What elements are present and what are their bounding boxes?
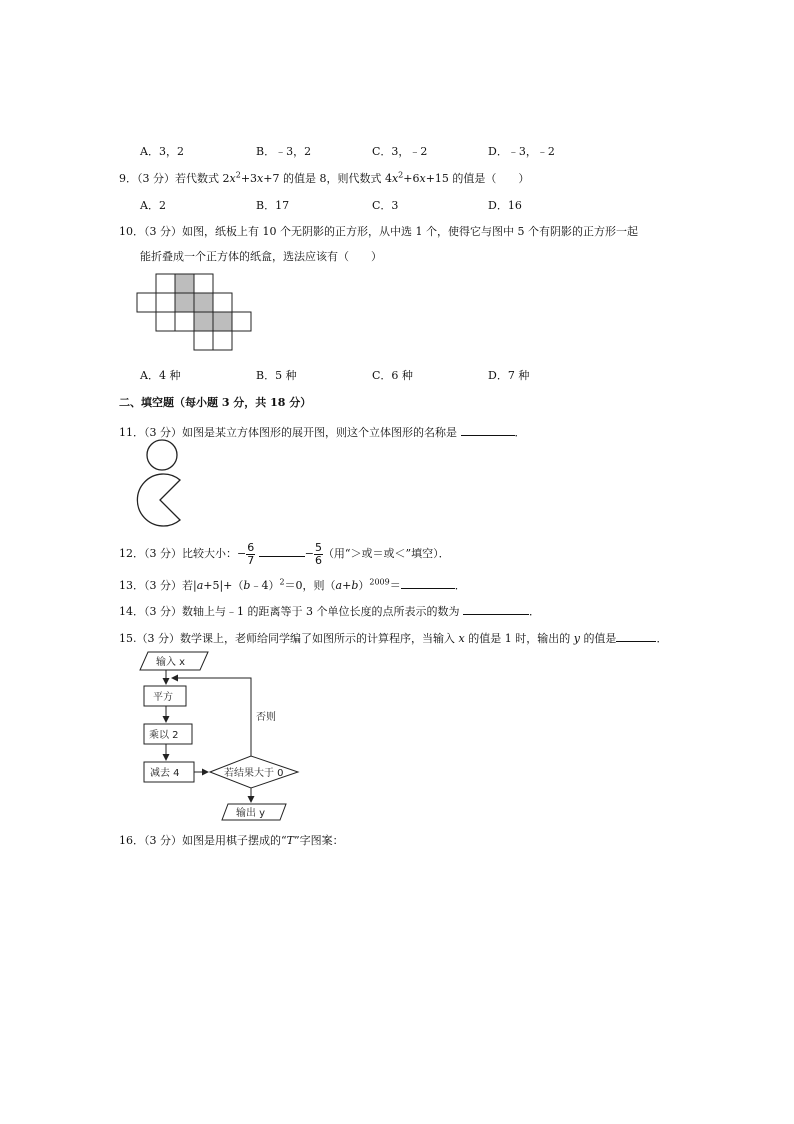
net-cell (156, 274, 175, 293)
net-cell (232, 312, 251, 331)
net-cell (175, 293, 194, 312)
q15-flowchart (136, 648, 306, 828)
q15-text: 15.（3 分）数学课上，老师给同学编了如图所示的计算程序，当输入 x 的值是 1 时，输出的 y 的值是 ． (119, 629, 667, 646)
net-cell (194, 312, 213, 331)
fraction-neg-6-7: $\frac{6}{7}$ (247, 540, 255, 567)
net-cell (194, 274, 213, 293)
flow-minus-label: 减去 4 (150, 768, 180, 779)
q10-option-a: A．4 种 (140, 369, 181, 382)
net-cell (213, 293, 232, 312)
flow-input-label: 输入 x (156, 657, 186, 668)
net-cell (137, 293, 156, 312)
q10-option-b: B．5 种 (256, 369, 297, 382)
net-cell (156, 293, 175, 312)
q11-text: 11．（3 分）如图是某立方体图形的展开图，则这个立体图形的名称是 ． (119, 423, 526, 440)
flow-output-label: 输出 y (236, 808, 266, 819)
answer-blank[interactable] (616, 629, 656, 642)
q10-option-c: C．6 种 (372, 369, 413, 382)
q9-option-a: A．2 (140, 199, 166, 212)
flow-square-label: 平方 (153, 692, 173, 703)
fraction-neg-5-6: $\frac{5}{6}$ (314, 540, 322, 567)
q10-line2: 能折叠成一个正方体的纸盒，选法应该有（ ） (140, 250, 382, 263)
q8-option-a: A．3，2 (140, 145, 184, 158)
q10-option-d: D．7 种 (488, 369, 530, 382)
answer-blank[interactable] (259, 540, 305, 557)
net-cell (194, 331, 213, 350)
flow-condition-label: 若结果大于 0 (224, 768, 284, 779)
net-cell (213, 331, 232, 350)
net-cell (156, 312, 175, 331)
net-cell (175, 312, 194, 331)
q16-text: 16．（3 分）如图是用棋子摆成的“T”字图案： (119, 834, 344, 847)
q8-option-c: C．3，﹣2 (372, 145, 428, 158)
answer-blank[interactable] (463, 602, 529, 615)
flow-mult-label: 乘以 2 (149, 730, 179, 741)
answer-blank[interactable] (461, 423, 515, 436)
section-heading: 二、填空题（每小题 3 分，共 18 分） (119, 396, 312, 409)
q12-text: 12．（3 分）比较大小：− $\frac{6}{7}$ − $\frac{5}{6}$ （用“＞或＝或＜”填空）． (119, 540, 450, 567)
net-cell (175, 274, 194, 293)
q13-text: 13．（3 分）若|a+5|+（b﹣4）$^2$＝0，则$(a+b)^{2009}=$ ． (119, 577, 466, 592)
flow-else-label: 否则 (256, 712, 276, 723)
q9-option-b: B．17 (256, 199, 290, 212)
net-cell (213, 312, 232, 331)
q9-option-c: C．3 (372, 199, 399, 212)
q10-net-figure (134, 272, 256, 362)
q10-line1: 10．（3 分）如图，纸板上有 10 个无阴影的正方形，从中选 1 个，使得它与图中 5 个有阴影的正方形一起 (119, 225, 638, 238)
answer-blank[interactable] (401, 576, 455, 589)
q9-text: 9．（3 分）若代数式 $2x^2+3x+7$ 的值是 8，则代数式 $4x^2+6x+15$ 的值是（ ） (119, 170, 530, 185)
q9-option-d: D．16 (488, 199, 522, 212)
q11-cone-net-figure (132, 438, 192, 533)
q8-option-b: B．﹣3，2 (256, 145, 312, 158)
q14-text: 14．（3 分）数轴上与﹣1 的距离等于 3 个单位长度的点所表示的数为 ． (119, 602, 540, 619)
q8-option-d: D．﹣3，﹣2 (488, 145, 555, 158)
net-cell (194, 293, 213, 312)
